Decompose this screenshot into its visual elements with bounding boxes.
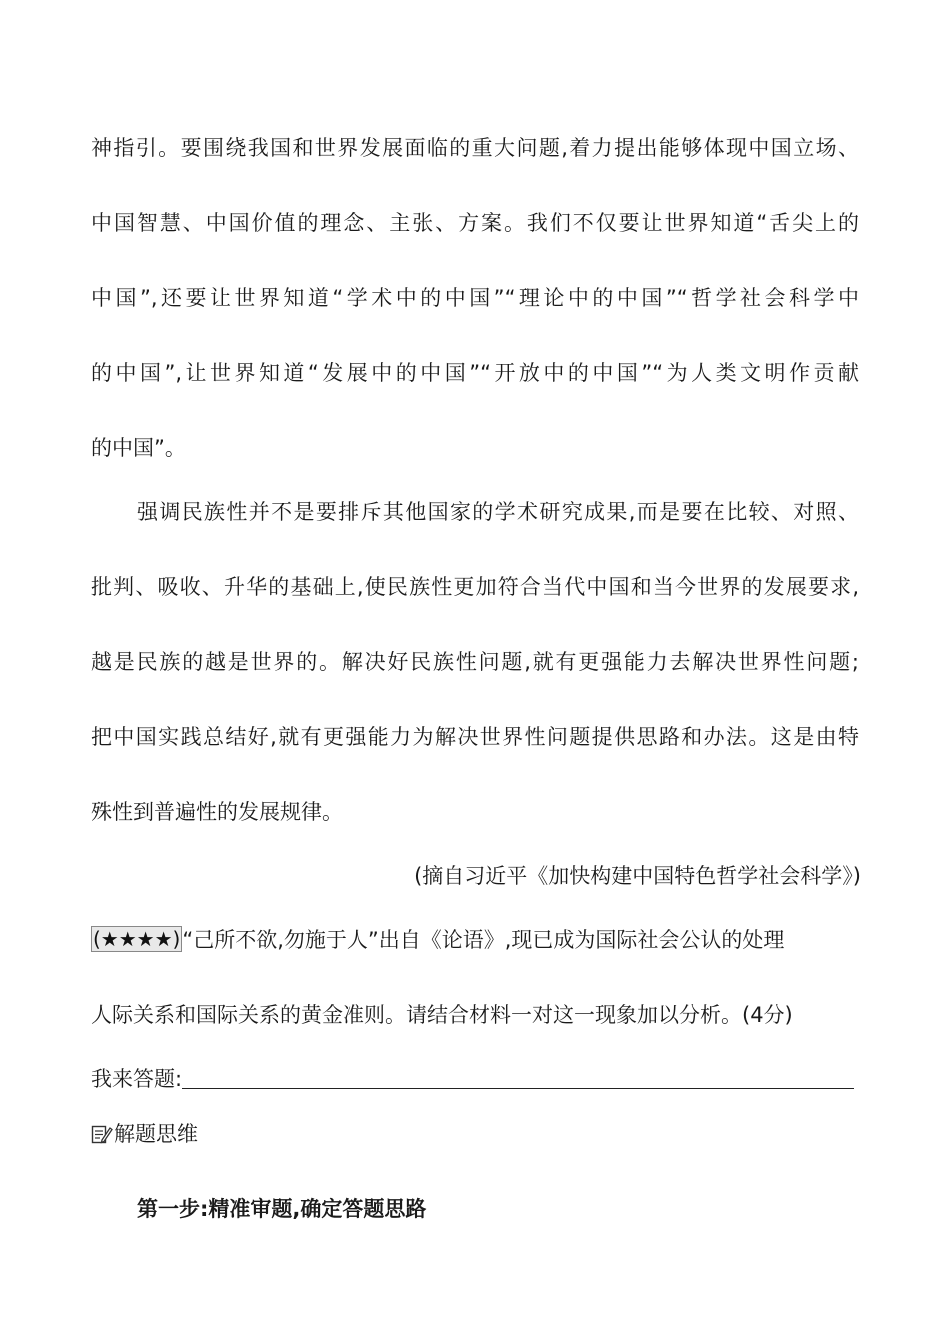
step1-title: 第一步:精准审题,确定答题思路 <box>137 1197 427 1221</box>
question-line-2: 人际关系和国际关系的黄金准则。请结合材料一对这一现象加以分析。(4分) <box>91 1003 793 1027</box>
paragraph2-line-1: 强调民族性并不是要排斥其他国家的学术研究成果,而是要在比较、对照、 <box>137 500 859 524</box>
note-edit-icon <box>91 1123 113 1145</box>
paragraph2-line-5: 殊性到普遍性的发展规律。 <box>91 800 343 824</box>
thinking-header <box>91 1119 198 1149</box>
paragraph1-line-1: 神指引。要围绕我国和世界发展面临的重大问题,着力提出能够体现中国立场、 <box>91 136 859 160</box>
answer-input-line[interactable] <box>182 1066 854 1089</box>
question-line-1 <box>91 925 784 955</box>
paragraph1-line-2: 中国智慧、中国价值的理念、主张、方案。我们不仅要让世界知道“舌尖上的 <box>91 211 859 235</box>
paragraph2-line-4: 把中国实践总结好,就有更强能力为解决世界性问题提供思路和办法。这是由特 <box>91 725 859 749</box>
answer-row <box>91 1064 854 1094</box>
question-text-1: “己所不欲,勿施于人”出自《论语》,现已成为国际社会公认的处理 <box>182 928 785 952</box>
paragraph1-line-3: 中国”,还要让世界知道“学术中的中国”“理论中的中国”“哲学社会科学中 <box>91 286 859 310</box>
source-citation: (摘自习近平《加快构建中国特色哲学社会科学》) <box>414 864 861 888</box>
paragraph1-line-5: 的中国”。 <box>91 436 186 460</box>
thinking-label: 解题思维 <box>114 1122 198 1146</box>
paragraph2-line-2: 批判、吸收、升华的基础上,使民族性更加符合当代中国和当今世界的发展要求, <box>91 575 859 599</box>
paragraph2-line-3: 越是民族的越是世界的。解决好民族性问题,就有更强能力去解决世界性问题; <box>91 650 859 674</box>
difficulty-badge: (★★★★) <box>93 927 181 951</box>
paragraph1-line-4: 的中国”,让世界知道“发展中的中国”“开放中的中国”“为人类文明作贡献 <box>91 361 859 385</box>
answer-label: 我来答题: <box>91 1067 183 1091</box>
